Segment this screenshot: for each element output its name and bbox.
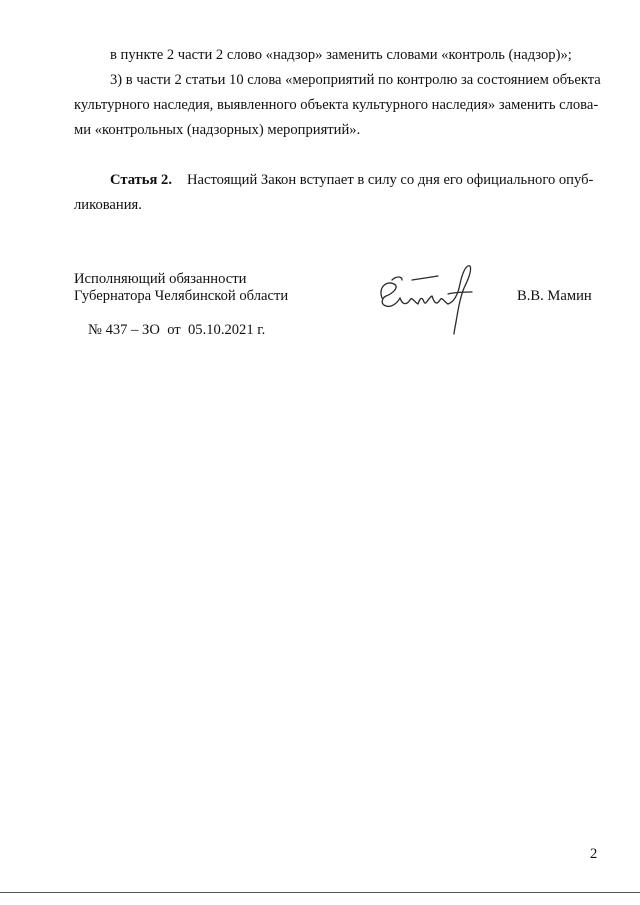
signatory-position-line-1: Исполняющий обязанности xyxy=(74,271,247,287)
page-number: 2 xyxy=(590,846,598,862)
law-number-and-date: № 437 – ЗО от 05.10.2021 г. xyxy=(88,322,266,338)
bottom-rule xyxy=(0,892,640,893)
article-2-heading: Статья 2. xyxy=(110,172,172,188)
article-2-text-line-1: Настоящий Закон вступает в силу со дня его официального опуб- xyxy=(187,172,594,188)
signatory-position-line-2: Губернатора Челябинской области xyxy=(74,288,289,304)
amendment-item-3-line-1: 3) в части 2 статьи 10 слова «мероприятий по контролю за состоянием объекта xyxy=(110,72,601,88)
signatory-name: В.В. Мамин xyxy=(517,288,592,304)
amendment-line-1: в пункте 2 части 2 слово «надзор» заменить словами «контроль (надзор)»; xyxy=(110,47,572,63)
amendment-item-3-line-3: ми «контрольных (надзорных) мероприятий». xyxy=(74,122,361,138)
amendment-item-3-line-2: культурного наследия, выявленного объекта культурного наследия» заменить слова- xyxy=(74,97,599,113)
article-2-text-line-2: ликования. xyxy=(74,197,142,213)
handwritten-signature xyxy=(372,258,482,336)
